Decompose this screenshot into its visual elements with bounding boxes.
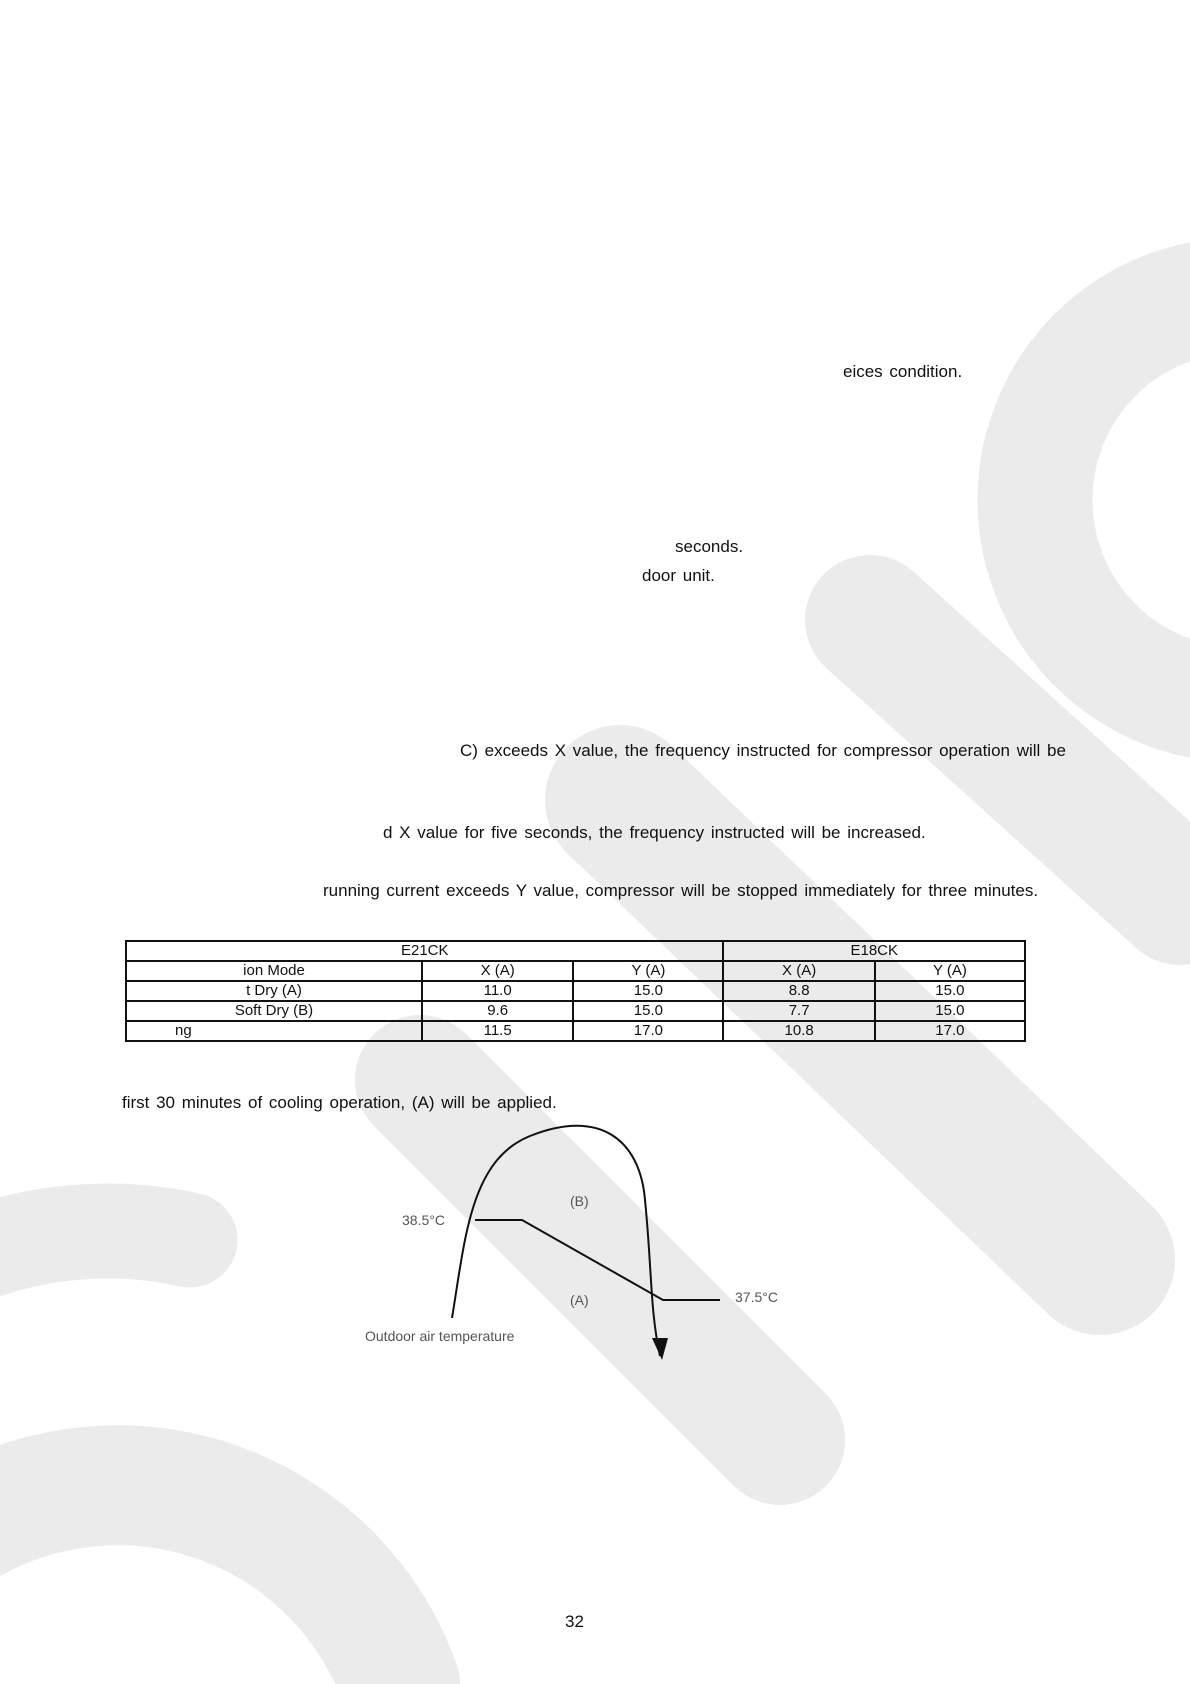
region-a-label: (A) <box>570 1292 589 1308</box>
current-limit-table <box>125 940 1026 1042</box>
table-cell: 15.0 <box>573 1001 723 1021</box>
region-b-label: (B) <box>570 1193 589 1209</box>
table-cell: 15.0 <box>573 981 723 1001</box>
table-cell: 10.8 <box>723 1021 874 1041</box>
text-fragment-exceeds-y: running current exceeds Y value, compressor will be stopped immediately for three minutes. <box>323 881 1039 900</box>
table-header-row <box>126 961 1025 981</box>
table-row <box>126 1021 1025 1041</box>
model-header-e18ck: E18CK <box>723 941 1025 961</box>
diagram-arc-curve <box>452 1126 660 1356</box>
text-fragment-door-unit: door unit. <box>642 566 715 585</box>
label-37-5c: 37.5°C <box>735 1289 778 1305</box>
table-cell: 11.0 <box>422 981 573 1001</box>
text-fragment-seconds: seconds. <box>675 537 744 556</box>
table-row <box>126 981 1025 1001</box>
text-fragment-condition: eices condition. <box>843 362 963 381</box>
page-number: 32 <box>565 1612 584 1631</box>
text-fragment-first-30-minutes: first 30 minutes of cooling operation, (A) will be applied. <box>122 1093 557 1112</box>
row-mode: Soft Dry (B) <box>126 1001 422 1021</box>
table-cell: 9.6 <box>422 1001 573 1021</box>
arrow-head-icon <box>652 1338 668 1360</box>
table-cell: 7.7 <box>723 1001 874 1021</box>
table-cell: 15.0 <box>875 981 1025 1001</box>
header-x-e21ck: X (A) <box>422 961 573 981</box>
table-model-row <box>126 941 1025 961</box>
row-mode: t Dry (A) <box>126 981 422 1001</box>
table-row <box>126 1001 1025 1021</box>
model-header-e21ck: E21CK <box>126 941 723 961</box>
header-mode: ion Mode <box>126 961 422 981</box>
table-cell: 8.8 <box>723 981 874 1001</box>
table-cell: 15.0 <box>875 1001 1025 1021</box>
axis-label-outdoor-air-temperature: Outdoor air temperature <box>365 1328 515 1344</box>
text-fragment-frequency-increased: d X value for five seconds, the frequency instructed will be increased. <box>383 823 926 842</box>
table-cell: 17.0 <box>573 1021 723 1041</box>
threshold-line <box>475 1220 720 1300</box>
header-x-e18ck: X (A) <box>723 961 874 981</box>
table-cell: 17.0 <box>875 1021 1025 1041</box>
header-y-e18ck: Y (A) <box>875 961 1025 981</box>
header-y-e21ck: Y (A) <box>573 961 723 981</box>
label-38-5c: 38.5°C <box>402 1212 445 1228</box>
text-fragment-exceeds-x: C) exceeds X value, the frequency instructed for compressor operation will be <box>460 741 1066 760</box>
table-cell: 11.5 <box>422 1021 573 1041</box>
temperature-diagram <box>360 1120 800 1370</box>
row-mode: ng <box>126 1021 422 1041</box>
